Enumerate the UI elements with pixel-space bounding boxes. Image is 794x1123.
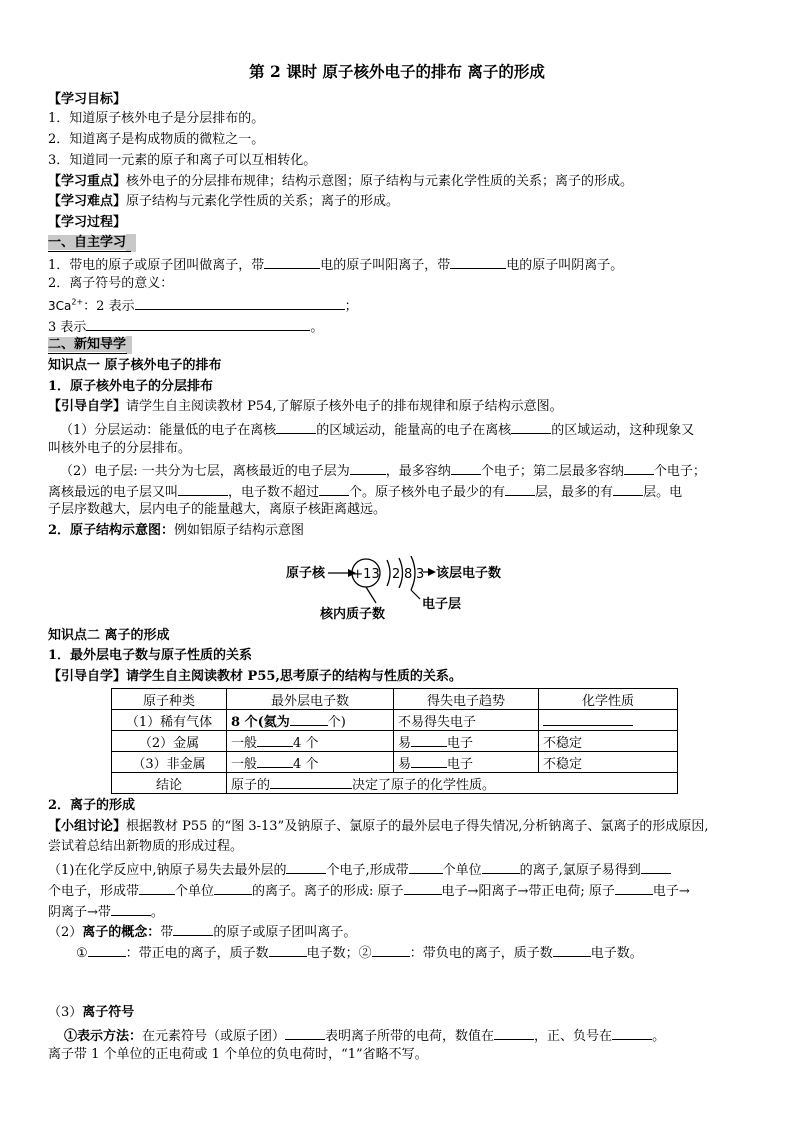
blank[interactable] xyxy=(553,942,591,957)
l2 xyxy=(48,880,690,901)
text: 电的原子叫阳离子，带 xyxy=(320,258,451,273)
text: 。 xyxy=(652,1029,666,1044)
blank[interactable] xyxy=(139,880,175,895)
p2 xyxy=(60,460,706,481)
text: ① xyxy=(76,946,88,961)
p1-cont: 叫核外电子的分层排布。 xyxy=(48,441,192,456)
blank[interactable] xyxy=(257,753,293,768)
layer-count-label: 该层电子数 xyxy=(436,566,502,581)
text: 1．带电的原子或原子团叫做离子，带 xyxy=(48,258,265,273)
section2-underline xyxy=(48,353,127,354)
kp2-sub2: 2．离子的形成 xyxy=(48,798,136,813)
arrow-head xyxy=(428,568,436,576)
symbol-note: 离子带 1 个单位的正电荷或 1 个单位的负电荷时，“1”省略不写。 xyxy=(48,1047,428,1062)
blank[interactable] xyxy=(270,774,352,789)
table-header: 化学性质 xyxy=(539,689,678,710)
blank[interactable] xyxy=(543,711,633,726)
blank[interactable] xyxy=(111,901,151,916)
text: 带 xyxy=(160,925,174,940)
table-header: 最外层电子数 xyxy=(227,689,394,710)
shell-arc xyxy=(387,560,390,586)
blank[interactable] xyxy=(411,732,447,747)
table-cell xyxy=(394,752,539,773)
table-cell: （3）非金属 xyxy=(112,752,227,773)
table-row xyxy=(112,710,678,731)
discussion-cont: 尝试着总结出新物质的形成过程。 xyxy=(48,839,244,854)
text: 阴离子→带 xyxy=(48,905,111,920)
ion-definition xyxy=(48,921,356,942)
s1-ca-ion xyxy=(48,295,358,316)
text: 表明离子所带的电荷，数值在 xyxy=(325,1029,495,1044)
table-row-conclusion xyxy=(112,773,678,794)
electron-count: 3 xyxy=(416,567,425,582)
text: 个。原子核外电子最少的有 xyxy=(349,485,506,500)
table-header: 得失电子趋势 xyxy=(394,689,539,710)
s1-three xyxy=(48,316,323,337)
text: 电子→ xyxy=(652,884,690,899)
text: 个电子,形成带 xyxy=(326,863,409,878)
p3 xyxy=(48,481,682,502)
kp2-title: 知识点二 离子的形成 xyxy=(48,628,170,643)
key-points xyxy=(48,173,633,191)
text: 个单位 xyxy=(175,884,215,899)
blank[interactable] xyxy=(409,859,443,874)
blank[interactable] xyxy=(482,859,520,874)
process-header: 【学习过程】 xyxy=(48,215,127,230)
text: 易 xyxy=(398,756,412,772)
blank[interactable] xyxy=(411,753,447,768)
goal-item: 3．知道同一元素的原子和离子可以互相转化。 xyxy=(48,153,317,168)
method-label: ①表示方法： xyxy=(64,1029,143,1044)
difficulty-text: 原子结构与元素化学性质的关系；离子的形成。 xyxy=(126,194,400,209)
table-cell: 不易得失电子 xyxy=(394,710,539,731)
text: 在元素符号（或原子团） xyxy=(142,1029,286,1044)
blank[interactable] xyxy=(135,295,345,310)
atom-structure-diagram xyxy=(286,556,526,624)
text: 的离子,氯原子易得到 xyxy=(519,863,641,878)
text: 离核最远的电子层又叫 xyxy=(48,485,179,500)
blank[interactable] xyxy=(285,1025,325,1040)
text: ，最多容纳 xyxy=(385,464,451,479)
blank[interactable] xyxy=(178,481,228,496)
blank[interactable] xyxy=(319,481,349,496)
proton-label: 核内质子数 xyxy=(320,607,386,622)
blank[interactable] xyxy=(615,880,653,895)
difficulty xyxy=(48,193,399,211)
sub2 xyxy=(48,522,304,540)
section1-title: 一、自主学习 xyxy=(48,235,127,250)
table-cell: 结论 xyxy=(112,773,227,794)
table-cell xyxy=(539,710,678,731)
electron-count: 2 xyxy=(392,567,401,582)
symbol-label: 离子符号 xyxy=(82,1005,135,1020)
table-header-row xyxy=(112,689,678,710)
text: （2） xyxy=(48,925,83,940)
text: 的原子或原子团叫离子。 xyxy=(213,925,357,940)
text: 的区域运动，这种现象又 xyxy=(551,423,695,438)
goal-item: 1．知道原子核外电子是分层排布的。 xyxy=(48,111,265,126)
text: ，电子数不超过 xyxy=(228,485,320,500)
ion-symbol-heading xyxy=(48,1004,134,1022)
text: 电子 xyxy=(447,756,474,772)
table-cell xyxy=(227,710,394,731)
text: 8 个(氦为 xyxy=(231,714,290,730)
l3 xyxy=(48,901,164,922)
blank[interactable] xyxy=(290,711,328,726)
blank[interactable] xyxy=(511,419,551,434)
table-cell xyxy=(394,731,539,752)
text: ； xyxy=(344,299,358,314)
section1-underline xyxy=(48,251,131,252)
page-title: 第 2 课时 原子核外电子的排布 离子的形成 xyxy=(249,62,545,81)
text: 。 xyxy=(310,320,324,335)
l1 xyxy=(48,859,671,880)
blank[interactable] xyxy=(494,1025,534,1040)
text: （1）分层运动：能量低的电子在离核 xyxy=(60,423,277,438)
p4: 子层序数越大，层内电子的能量越大，离原子核距离越远。 xyxy=(48,502,387,517)
text: 电子数；② xyxy=(306,946,372,961)
sub2-text: 例如铝原子结构示意图 xyxy=(174,523,305,538)
key-points-text: 核外电子的分层排布规律；结构示意图；原子结构与元素化学性质的关系；离子的形成。 xyxy=(126,174,634,189)
text: 个电子； xyxy=(653,464,706,479)
table-cell: （2）金属 xyxy=(112,731,227,752)
blank[interactable] xyxy=(613,481,643,496)
blank[interactable] xyxy=(264,254,320,269)
section1-title-row xyxy=(48,234,136,252)
text: （1)在化学反应中,钠原子易失去最外层的 xyxy=(48,863,287,878)
p1 xyxy=(60,419,694,440)
difficulty-label: 【学习难点】 xyxy=(48,194,127,209)
blank[interactable] xyxy=(88,942,126,957)
table-cell: （1）稀有气体 xyxy=(112,710,227,731)
ion-types xyxy=(76,942,643,963)
text: ：带正电的离子，质子数 xyxy=(125,946,269,961)
table-cell xyxy=(227,773,678,794)
blank[interactable] xyxy=(286,859,326,874)
text: （2）电子层: 一共分为七层，离核最近的电子层为 xyxy=(60,464,350,479)
blank[interactable] xyxy=(269,942,307,957)
text: 层。电 xyxy=(643,485,683,500)
text: 电子→阳离子→带正电荷; 原子 xyxy=(441,884,615,899)
text: 个电子；第二层最多容纳 xyxy=(480,464,624,479)
symbol-method xyxy=(64,1025,665,1046)
table-cell: 不稳定 xyxy=(539,752,678,773)
guide-text: 请学生自主阅读教材 P55,思考原子的结构与性质的关系。 xyxy=(126,669,462,684)
nucleus-label: 原子核 xyxy=(286,566,326,581)
text: 电子数。 xyxy=(590,946,643,961)
text: 电子 xyxy=(447,735,474,751)
electron-count: 8 xyxy=(404,567,413,582)
text: 决定了原子的化学性质。 xyxy=(352,777,496,793)
text: 的区域运动，能量高的电子在离核 xyxy=(316,423,512,438)
text: 个单位 xyxy=(442,863,482,878)
kp1-sub1: 1．原子核外电子的分层排布 xyxy=(48,379,214,394)
layer-label: 电子层 xyxy=(422,597,462,612)
blank[interactable] xyxy=(450,254,506,269)
discussion xyxy=(48,818,708,836)
blank[interactable] xyxy=(505,481,535,496)
sub2-label: 2．原子结构示意图： xyxy=(48,523,175,538)
nucleus-charge: +13 xyxy=(352,567,380,582)
table-cell xyxy=(227,752,394,773)
key-points-label: 【学习重点】 xyxy=(48,174,127,189)
text: ：带负电的离子，质子数 xyxy=(409,946,553,961)
goal-item: 2．知道离子是构成物质的微粒之一。 xyxy=(48,132,265,147)
atom-property-table xyxy=(111,688,678,794)
blank[interactable] xyxy=(404,880,442,895)
table-row xyxy=(112,731,678,752)
proton-pointer xyxy=(366,587,376,603)
blank[interactable] xyxy=(86,316,310,331)
blank[interactable] xyxy=(451,460,481,475)
blank[interactable] xyxy=(276,419,316,434)
blank[interactable] xyxy=(350,460,386,475)
table-cell xyxy=(227,731,394,752)
text: 个) xyxy=(327,714,346,730)
blank[interactable] xyxy=(624,460,654,475)
blank[interactable] xyxy=(372,942,410,957)
layer-pointer xyxy=(411,590,420,599)
text: 层，最多的有 xyxy=(535,485,614,500)
discussion-label: 【小组讨论】 xyxy=(48,819,127,834)
guide-label: 【引导自学】 xyxy=(48,399,127,414)
guide-text: 请学生自主阅读教材 P54,了解原子核外电子的排布规律和原子结构示意图。 xyxy=(126,399,563,414)
table-header: 原子种类 xyxy=(112,689,227,710)
text: 4 个 xyxy=(293,756,319,772)
text: 原子的 xyxy=(231,777,271,793)
text: 一般 xyxy=(231,735,258,751)
blank[interactable] xyxy=(257,732,293,747)
ion-base: 3Ca xyxy=(48,299,72,313)
definition-label: 离子的概念： xyxy=(82,925,161,940)
text: 易 xyxy=(398,735,412,751)
kp2-sub1: 1．最外层电子数与原子性质的关系 xyxy=(48,648,253,663)
discussion-text: 根据教材 P55 的“图 3-13”及钠原子、氯原子的最外层电子得失情况,分析钠离子、氯离子的形成原因, xyxy=(126,819,709,834)
text: 的离子。离子的形成: 原子 xyxy=(252,884,404,899)
ion-charge: 2+ xyxy=(71,297,84,307)
table-cell: 不稳定 xyxy=(539,731,678,752)
text: ，正、负号在 xyxy=(534,1029,613,1044)
s1-q1 xyxy=(48,254,623,275)
s1-q2: 2．离子符号的意义： xyxy=(48,276,174,291)
text: （3） xyxy=(48,1005,83,1020)
text: ：2 表示 xyxy=(83,299,135,314)
kp1-title: 知识点一 原子核外电子的排布 xyxy=(48,358,222,373)
text: 一般 xyxy=(231,756,258,772)
text: 。 xyxy=(150,905,164,920)
text: 电的原子叫阴离子。 xyxy=(506,258,624,273)
text: 3 表示 xyxy=(48,320,87,335)
blank[interactable] xyxy=(641,859,671,874)
text: 个电子，形成带 xyxy=(48,884,140,899)
table-row xyxy=(112,752,678,773)
section2-title-row xyxy=(48,336,132,354)
guide2 xyxy=(48,668,462,686)
section2-title: 二、新知导学 xyxy=(48,337,127,352)
blank[interactable] xyxy=(214,880,252,895)
text: 4 个 xyxy=(293,735,319,751)
blank[interactable] xyxy=(612,1025,652,1040)
guide1 xyxy=(48,398,563,416)
guide-label: 【引导自学】 xyxy=(48,669,127,684)
goals-header: 【学习目标】 xyxy=(48,92,127,107)
blank[interactable] xyxy=(173,921,213,936)
